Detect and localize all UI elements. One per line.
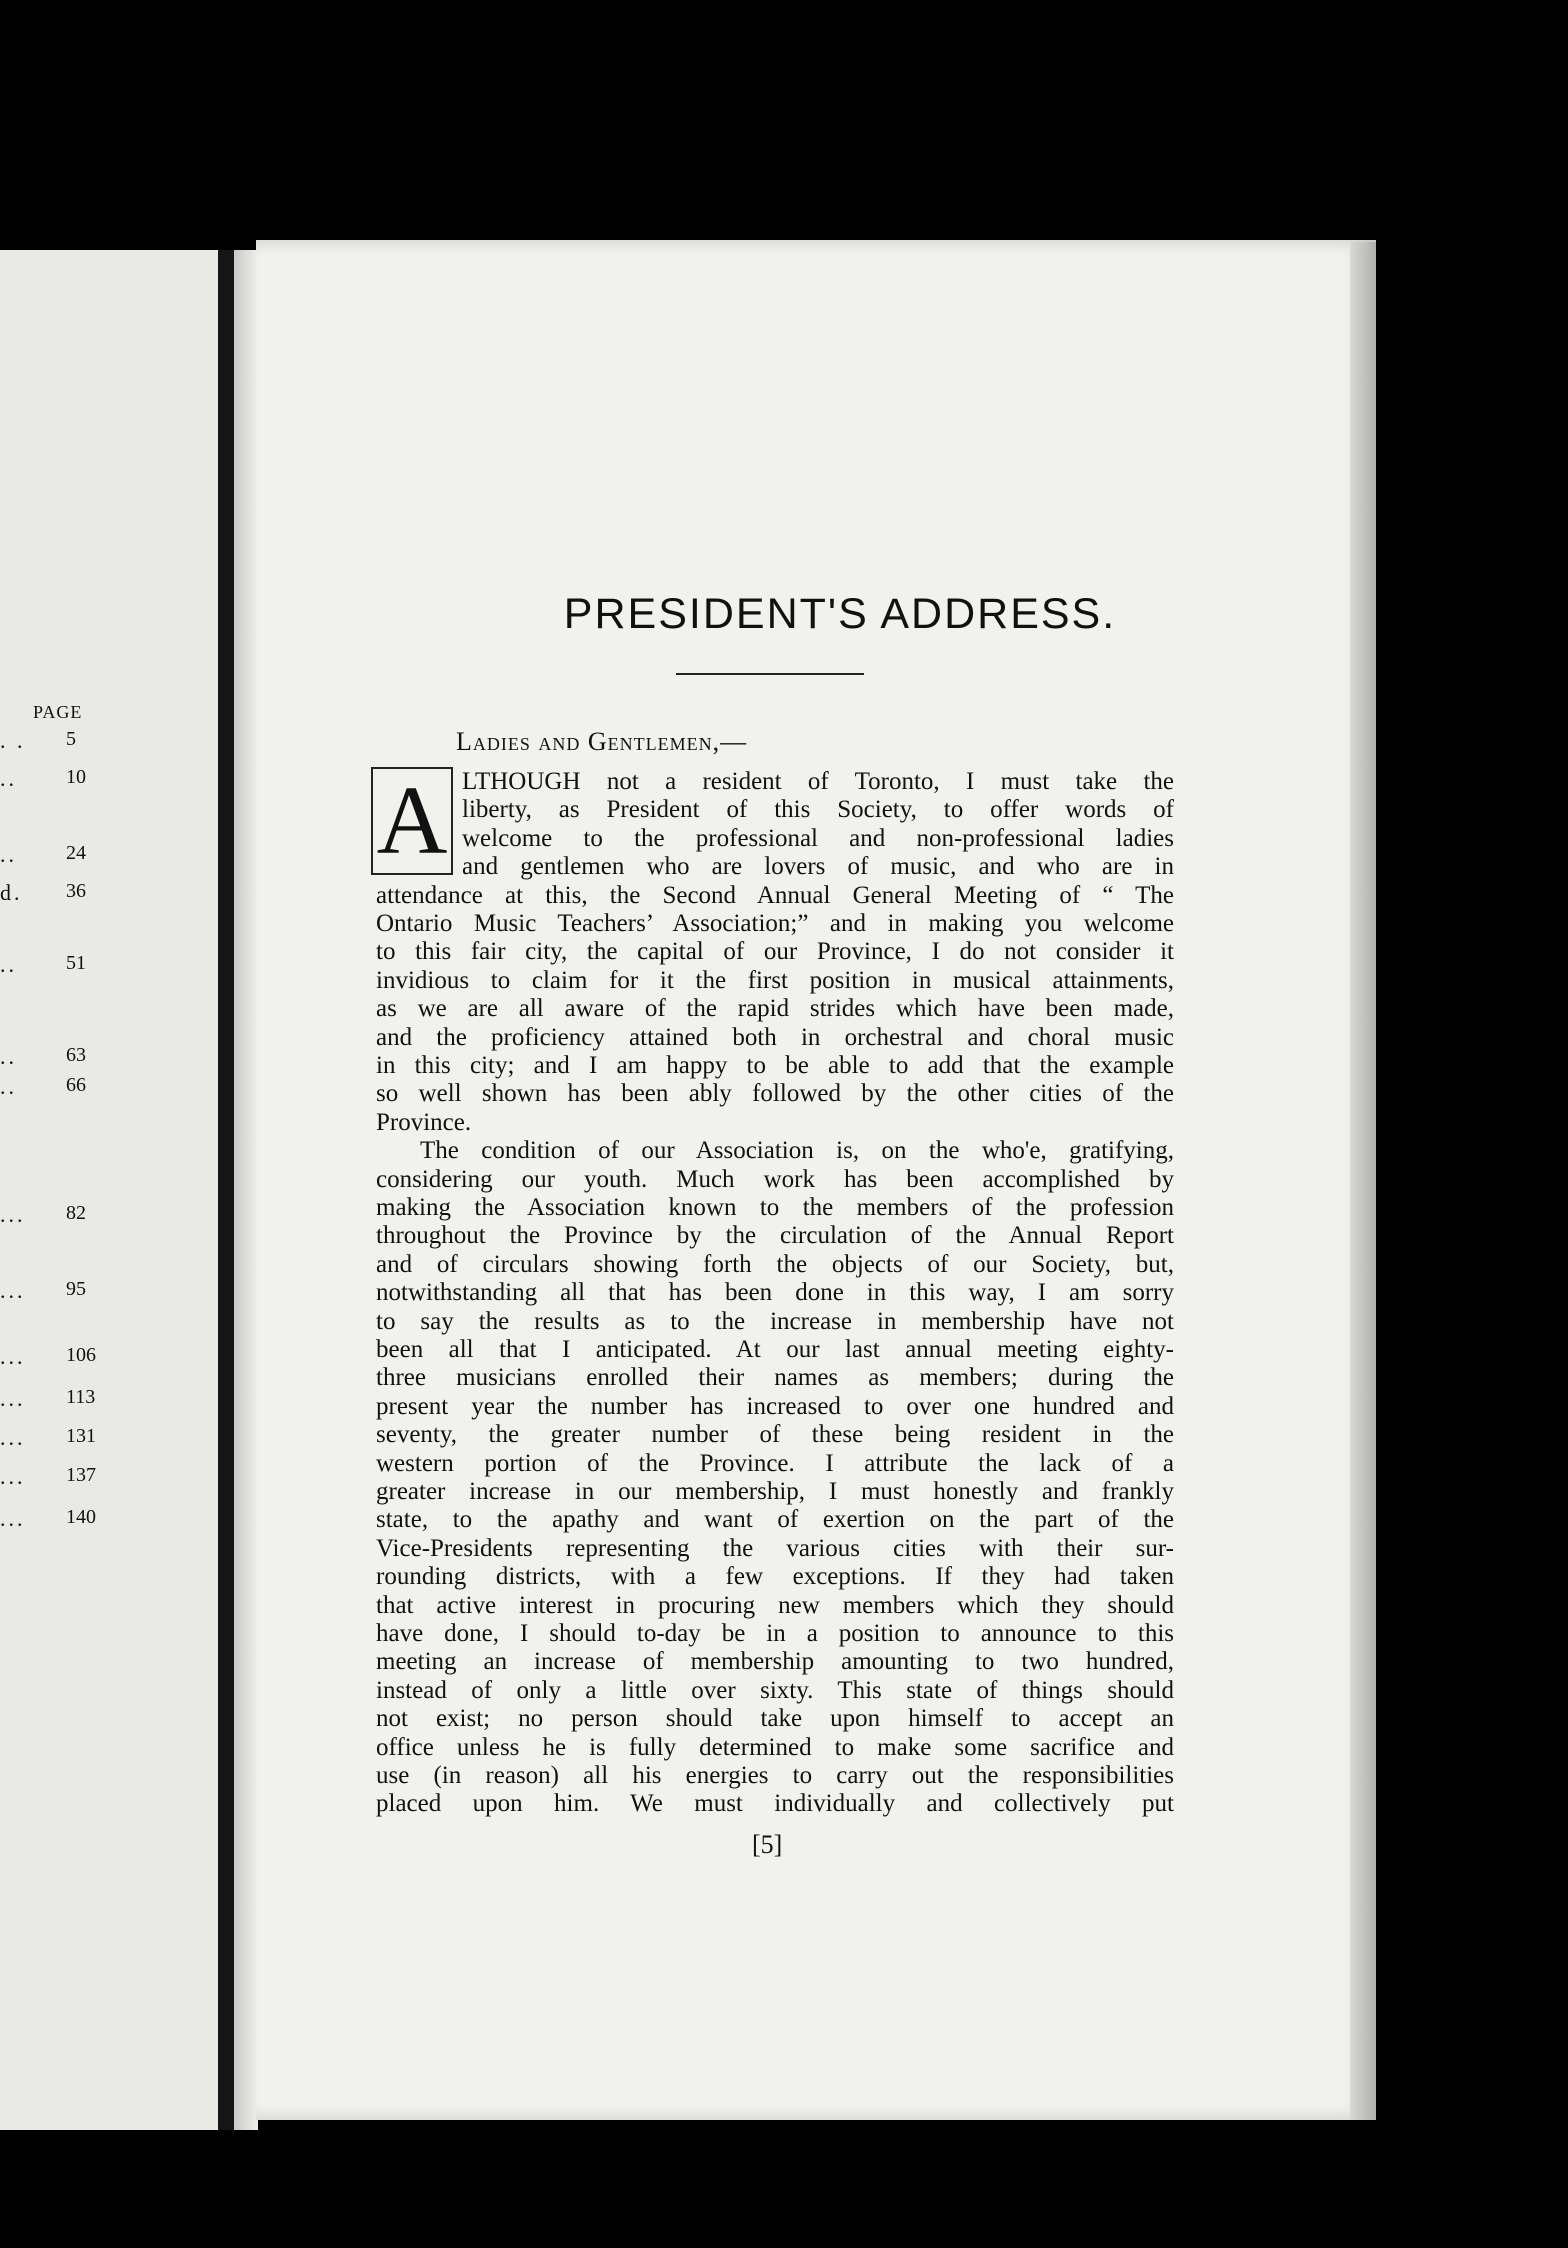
toc-row (0, 1386, 118, 1414)
toc-row (0, 766, 118, 794)
toc-leader: . . (0, 728, 26, 753)
left-page (0, 250, 228, 2130)
toc-page-number: 113 (66, 1386, 96, 1408)
salutation: Ladies and Gentlemen,— (456, 727, 748, 756)
text-line: notwithstanding all that has been done in this way, I am sorry (376, 1279, 1174, 1306)
page-number: [5] (752, 1830, 783, 1859)
text-line: to this fair city, the capital of our Province, I do not consider it (376, 938, 1174, 965)
toc-row (0, 728, 118, 756)
text-line: seventy, the greater number of these being resident in the (376, 1421, 1174, 1448)
toc-leader: d. (0, 880, 23, 905)
text-line: The condition of our Association is, on the who'e, gratifying, (420, 1137, 1174, 1164)
text-line: three musicians enrolled their names as members; during the (376, 1364, 1174, 1391)
toc-leader: .. (0, 952, 17, 977)
text-line: not exist; no person should take upon himself to accept an (376, 1705, 1174, 1732)
text-line: so well shown has been ably followed by the other cities of the (376, 1080, 1174, 1107)
text-line: invidious to claim for it the first position in musical attainments, (376, 967, 1174, 994)
text-line: western portion of the Province. I attribute the lack of a (376, 1450, 1174, 1477)
text-line: and the proficiency attained both in orchestral and choral music (376, 1024, 1174, 1051)
text-line: attendance at this, the Second Annual General Meeting of “ The (376, 882, 1174, 909)
text-line: that active interest in procuring new members which they should (376, 1592, 1174, 1619)
toc-leader: ... (0, 1344, 26, 1369)
toc-page-number: 137 (66, 1464, 96, 1486)
text-line: instead of only a little over sixty. This state of things should (376, 1677, 1174, 1704)
text-line: use (in reason) all his energies to carry out the responsibilities (376, 1762, 1174, 1789)
toc-page-number: 95 (66, 1278, 86, 1300)
toc-leader: ... (0, 1202, 26, 1227)
toc-page-number: 24 (66, 842, 86, 864)
toc-page-number: 36 (66, 880, 86, 902)
text-line: been all that I anticipated. At our last annual meeting eighty- (376, 1336, 1174, 1363)
text-line: Vice-Presidents representing the various cities with their sur- (376, 1535, 1174, 1562)
title-divider (676, 673, 864, 675)
toc-page-number: 66 (66, 1074, 86, 1096)
decorative-dropcap (371, 767, 453, 875)
toc-row (0, 842, 118, 870)
text-line: LTHOUGH not a resident of Toronto, I must take the (462, 768, 1174, 795)
toc-leader: .. (0, 1074, 17, 1099)
text-line: have done, I should to-day be in a position to announce to this (376, 1620, 1174, 1647)
text-line: throughout the Province by the circulation of the Annual Report (376, 1222, 1174, 1249)
toc-leader: ... (0, 1278, 26, 1303)
page-gutter (234, 250, 258, 2130)
toc-row (0, 1344, 118, 1372)
toc-leader: .. (0, 766, 17, 791)
text-line: placed upon him. We must individually and collectively put (376, 1790, 1174, 1817)
toc-page-header: PAGE (33, 702, 83, 722)
toc-page-number: 140 (66, 1506, 96, 1528)
toc-leader: .. (0, 842, 17, 867)
text-line: liberty, as President of this Society, to offer words of (462, 796, 1174, 823)
toc-row (0, 1464, 118, 1492)
text-line: meeting an increase of membership amounting to two hundred, (376, 1648, 1174, 1675)
text-line: office unless he is fully determined to make some sacrifice and (376, 1734, 1174, 1761)
page-title: PRESIDENT'S ADDRESS. (563, 590, 1117, 638)
toc-leader: ... (0, 1464, 26, 1489)
toc-row (0, 1425, 118, 1453)
text-line: rounding districts, with a few exceptions. If they had taken (376, 1563, 1174, 1590)
text-line: in this city; and I am happy to be able to add that the example (376, 1052, 1174, 1079)
page-edge (1350, 242, 1376, 2120)
toc-row (0, 1506, 118, 1534)
toc-page-number: 82 (66, 1202, 86, 1224)
toc-page-number: 106 (66, 1344, 96, 1366)
toc-row (0, 880, 118, 908)
text-line: state, to the apathy and want of exertion on the part of the (376, 1506, 1174, 1533)
toc-row (0, 952, 118, 980)
toc-row (0, 1278, 118, 1306)
book-spine (218, 250, 234, 2130)
toc-page-number: 10 (66, 766, 86, 788)
toc-row (0, 1202, 118, 1230)
text-line: greater increase in our membership, I must honestly and frankly (376, 1478, 1174, 1505)
text-line: Province. (376, 1109, 472, 1136)
text-line: making the Association known to the members of the profession (376, 1194, 1174, 1221)
toc-page-number: 63 (66, 1044, 86, 1066)
text-line: and gentlemen who are lovers of music, and who are in (462, 853, 1174, 880)
toc-page-number: 131 (66, 1425, 96, 1447)
text-line: present year the number has increased to over one hundred and (376, 1393, 1174, 1420)
toc-row (0, 1074, 118, 1102)
toc-page-number: 5 (66, 728, 76, 750)
toc-leader: ... (0, 1386, 26, 1411)
text-line: to say the results as to the increase in membership have not (376, 1308, 1174, 1335)
text-line: as we are all aware of the rapid strides which have been made, (376, 995, 1174, 1022)
dropcap-letter: A (376, 767, 448, 875)
text-line: Ontario Music Teachers’ Association;” and in making you welcome (376, 910, 1174, 937)
toc-leader: ... (0, 1506, 26, 1531)
toc-page-number: 51 (66, 952, 86, 974)
text-line: welcome to the professional and non-professional ladies (462, 825, 1174, 852)
text-line: considering our youth. Much work has been accomplished by (376, 1166, 1174, 1193)
toc-row (0, 1044, 118, 1072)
toc-leader: .. (0, 1044, 17, 1069)
toc-leader: ... (0, 1425, 26, 1450)
text-line: and of circulars showing forth the objects of our Society, but, (376, 1251, 1174, 1278)
